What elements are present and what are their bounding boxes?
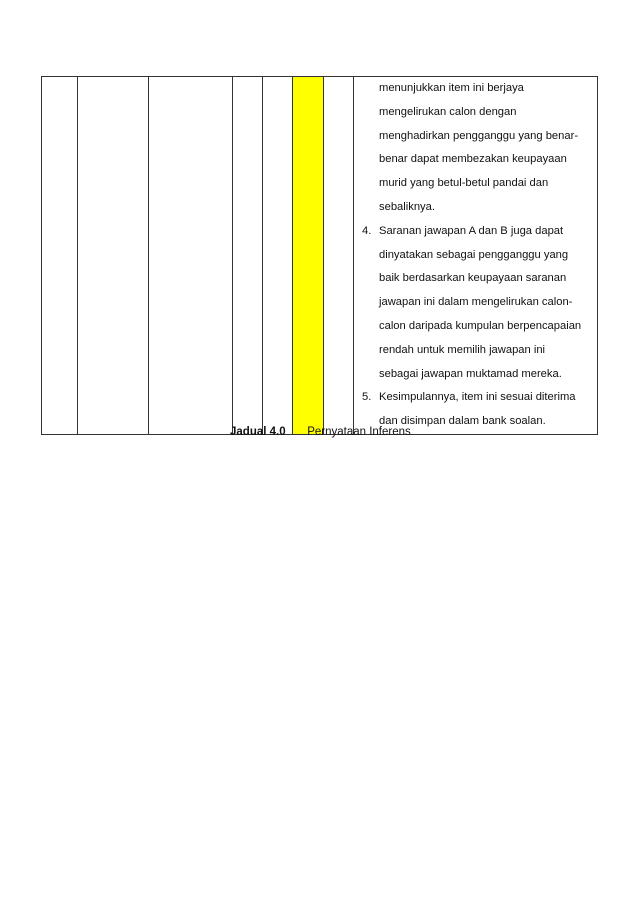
note-text: murid yang betul-betul pandai dan [379,177,549,190]
table-cell [78,77,149,435]
table-cell [324,77,354,435]
note-text: sebagai jawapan muktamad mereka. [379,367,562,380]
highlighted-cell [293,77,324,435]
note-line [362,77,591,101]
caption-label: Jadual 4.0 [230,426,286,438]
caption-text: Pernyataan Inferens [307,426,411,438]
note-number: 4. [362,224,372,237]
note-number: 5. [362,391,372,404]
note-line [362,291,591,315]
note-line [362,148,591,172]
note-line [362,196,591,220]
note-text: Saranan jawapan A dan B juga dapat [379,224,564,237]
note-text: benar dapat membezakan keupayaan [379,153,567,166]
note-text: menghadirkan pengganggu yang benar- [379,129,579,142]
note-text: menunjukkan item ini berjaya [379,82,524,94]
note-line [362,267,591,291]
note-text: mengelirukan calon dengan [379,105,517,118]
note-text: baik berdasarkan keupayaan saranan [379,272,567,285]
note-line [362,339,591,363]
note-text: dinyatakan sebagai pengganggu yang [379,248,569,261]
note-text: calon daripada kumpulan berpencapaian [379,319,582,332]
table-cell [149,77,233,435]
note-text: dan disimpan dalam bank soalan. [379,415,546,428]
notes-list [362,77,591,434]
note-text: sebaliknya. [379,200,435,213]
table-row [42,77,598,435]
note-text: Kesimpulannya, item ini sesuai diterima [379,391,576,404]
note-text: rendah untuk memilih jawapan ini [379,343,546,356]
table-cell [233,77,263,435]
note-line [362,172,591,196]
note-line [362,101,591,125]
note-line [362,386,591,410]
table-cell [263,77,293,435]
note-line [362,244,591,268]
note-line [362,125,591,149]
note-line [362,220,591,244]
notes-cell [354,77,598,435]
note-line [362,363,591,387]
table-cell [42,77,78,435]
analysis-table [41,76,598,435]
note-text: jawapan ini dalam mengelirukan calon- [379,296,573,309]
table-caption [230,426,411,438]
note-line [362,315,591,339]
